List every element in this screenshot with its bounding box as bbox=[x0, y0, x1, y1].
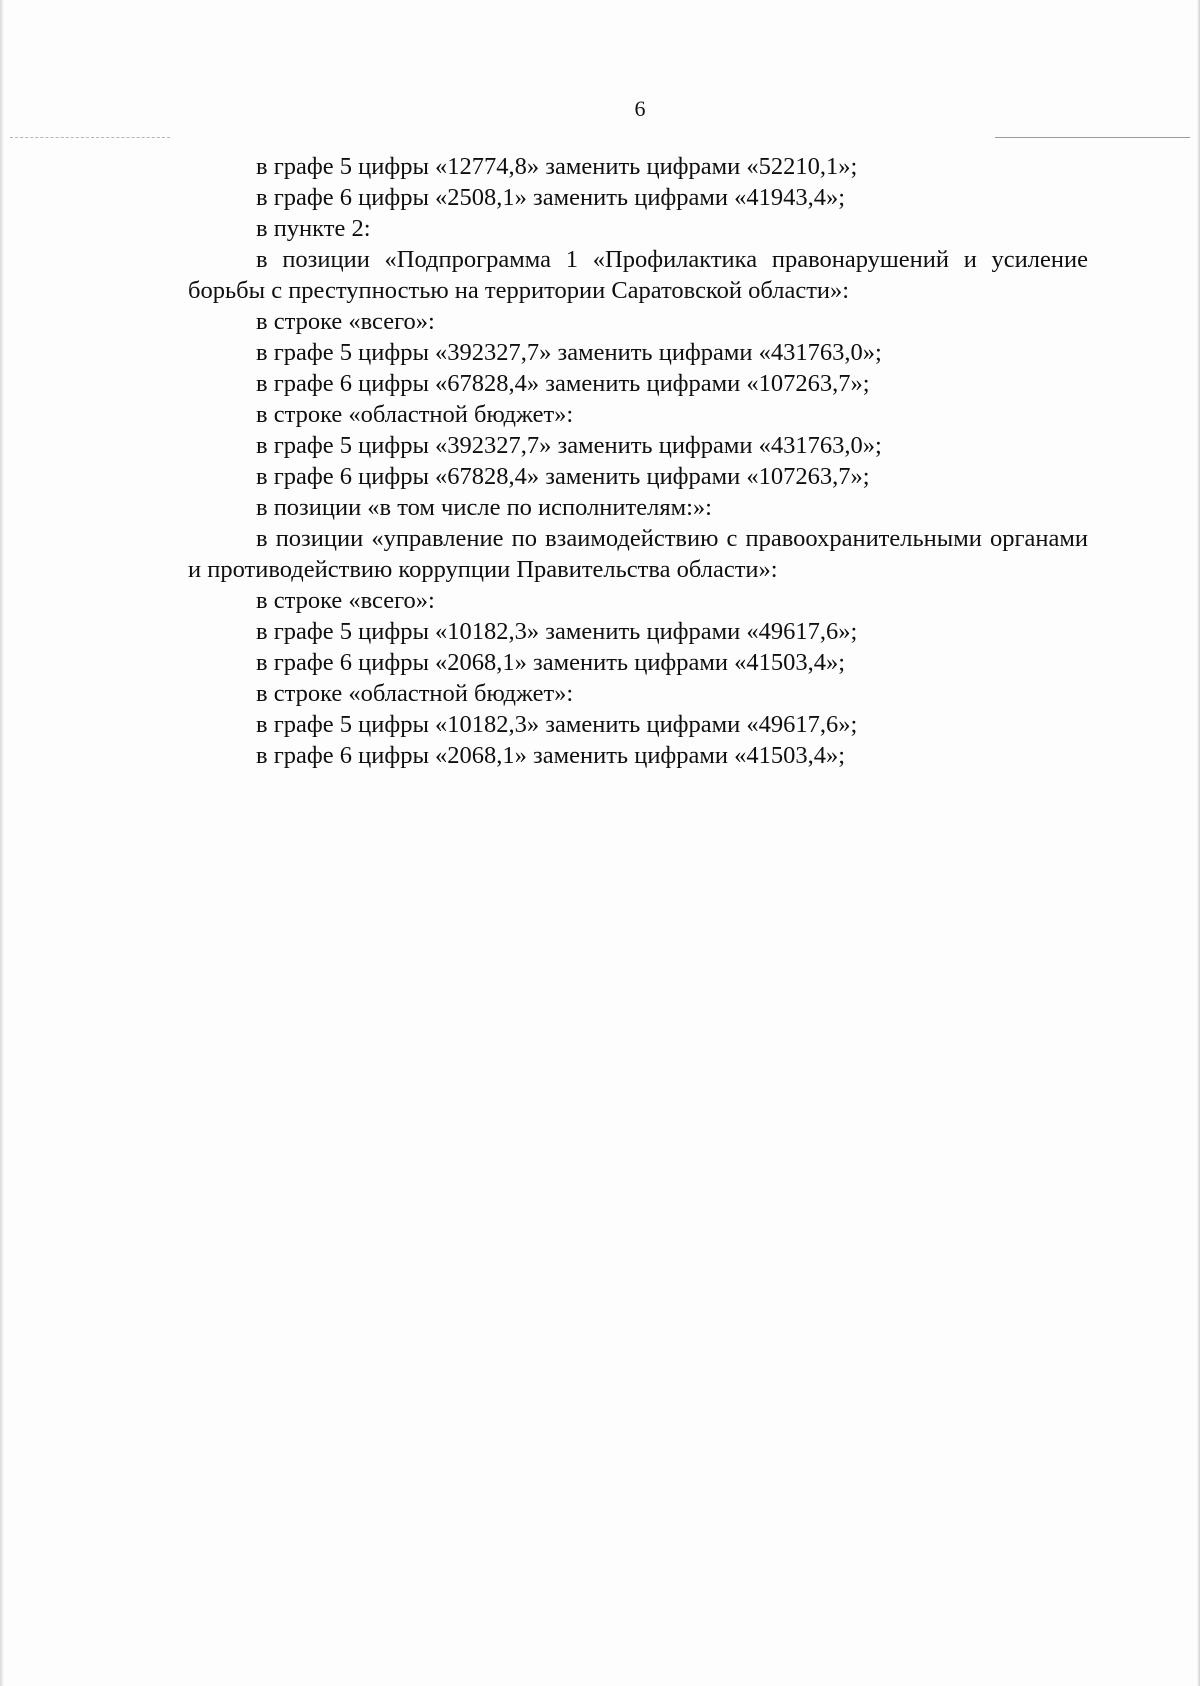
paragraph: в графе 5 цифры «10182,3» заменить цифрами «49617,6»; bbox=[256, 711, 858, 738]
paragraph: в графе 6 цифры «2068,1» заменить цифрами «41503,4»; bbox=[256, 742, 846, 769]
paragraph: в графе 5 цифры «392327,7» заменить цифрами «431763,0»; bbox=[256, 339, 882, 366]
paragraph: в позиции «в том числе по исполнителям:»: bbox=[256, 494, 712, 521]
paragraph: в графе 6 цифры «2508,1» заменить цифрами «41943,4»; bbox=[256, 184, 846, 211]
scan-edge-left bbox=[0, 0, 4, 1686]
fold-line-left bbox=[10, 137, 170, 138]
paragraph: в графе 6 цифры «2068,1» заменить цифрами «41503,4»; bbox=[256, 649, 846, 676]
paragraph: в строке «областной бюджет»: bbox=[256, 401, 574, 428]
paragraph: в графе 6 цифры «67828,4» заменить цифрами «107263,7»; bbox=[256, 370, 870, 397]
paragraph: в графе 5 цифры «12774,8» заменить цифрами «52210,1»; bbox=[256, 153, 858, 180]
paragraph: в строке «областной бюджет»: bbox=[256, 680, 574, 707]
paragraph: в позиции «управление по взаимодействию с правоохранительными органами и противодействию коррупции Правительства области»: bbox=[188, 525, 1088, 583]
paragraph: в графе 5 цифры «10182,3» заменить цифрами «49617,6»; bbox=[256, 618, 858, 645]
document-body bbox=[188, 151, 1088, 771]
paragraph: в строке «всего»: bbox=[256, 308, 435, 335]
paragraph: в строке «всего»: bbox=[256, 587, 435, 614]
page-number: 6 bbox=[634, 96, 646, 121]
paragraph: в графе 6 цифры «67828,4» заменить цифрами «107263,7»; bbox=[256, 463, 870, 490]
paragraph: в пункте 2: bbox=[256, 215, 371, 242]
paragraph: в позиции «Подпрограмма 1 «Профилактика правонарушений и усиление борьбы с преступностью на территории Саратовской области»: bbox=[188, 246, 1088, 304]
fold-line-right bbox=[995, 137, 1190, 138]
paragraph: в графе 5 цифры «392327,7» заменить цифрами «431763,0»; bbox=[256, 432, 882, 459]
